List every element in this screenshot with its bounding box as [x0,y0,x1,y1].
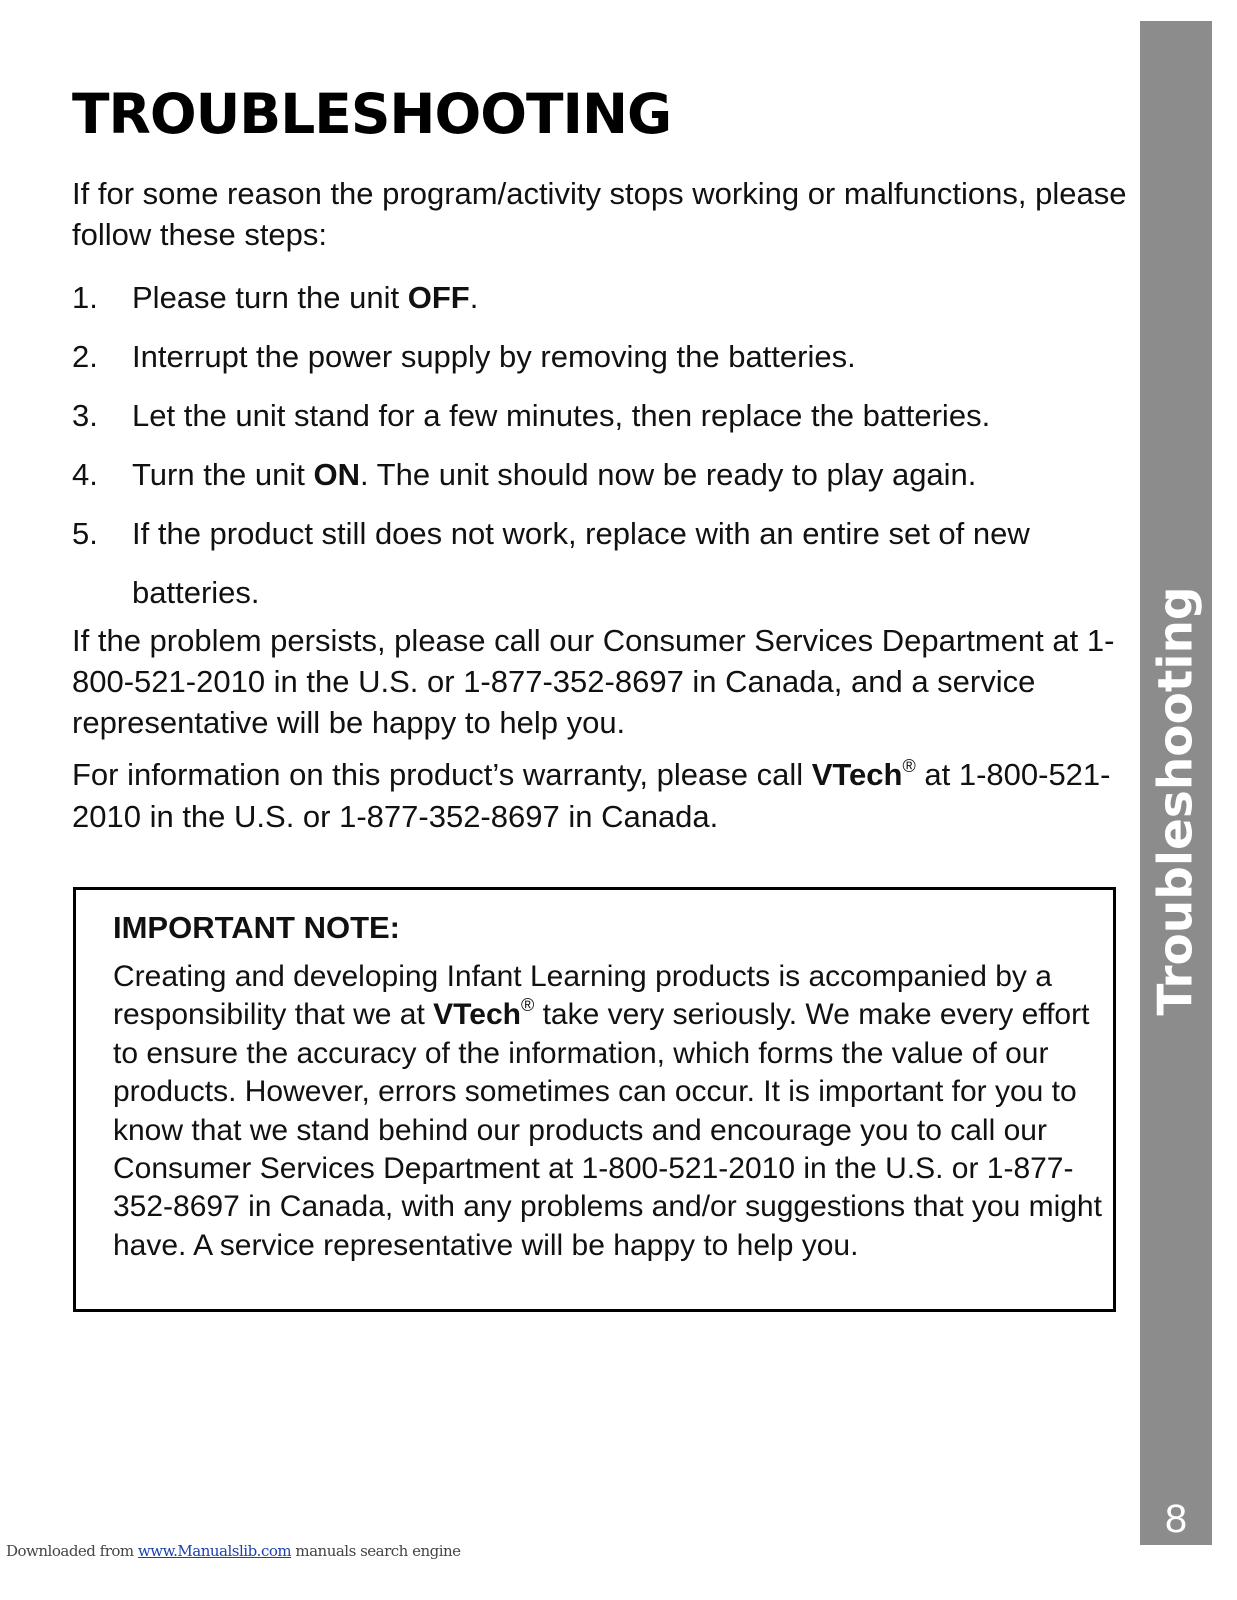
step-number: 2. [72,339,98,374]
step-text-part: . [469,280,479,315]
footer-text: Downloaded from [6,1542,138,1560]
step-text: Let the unit stand for a few minutes, then replace the batteries. [132,398,991,433]
brand-name: VTech [433,998,521,1032]
step-text [132,513,1132,613]
step-item [72,454,1132,513]
note-body [113,958,1103,1265]
step-text-part: Turn the unit [132,457,314,492]
step-number: 4. [72,457,98,492]
step-text-part: . The unit should now be ready to play again. [360,457,977,492]
registered-mark: ® [520,995,535,1016]
section-side-tab [1140,21,1212,1545]
step-text: Interrupt the power supply by removing the batteries. [132,339,856,374]
step-text-part: If the product still does not work, replace with an entire set of new [132,516,1030,551]
footer-text: manuals search engine [291,1542,461,1560]
step-text [132,277,1132,336]
registered-mark: ® [902,755,916,776]
intro-paragraph: If for some reason the program/activity stops working or malfunctions, please follow these steps: [72,176,1127,252]
manualslib-link[interactable]: www.Manualslib.com [137,1542,292,1560]
warranty-paragraph [72,754,1142,838]
step-item [72,395,1132,454]
step-number: 1. [72,280,98,315]
download-footer [6,1542,461,1560]
step-text [132,454,1132,513]
important-note-box [73,887,1116,1312]
note-text: Creating and developing Infant Learning products is accompanied by a responsibility that we at [113,960,1052,1032]
step-item [72,513,1132,613]
step-bold-word: OFF [407,280,470,315]
steps-list [72,277,1132,613]
note-title: IMPORTANT NOTE: [113,910,401,945]
note-text: take very seriously. We make every effort to ensure the accuracy of the information, which forms the value of our products. However, errors sometimes can occur. It is important for you to know that we stand behind our products and encourage you to call our Consumer Services Department at 1-800-521-2010 in the U.S. or 1-877-352-8697 in Canada, with any problems and/or suggestions that you might have. A service representative will be happy to help you. [113,998,1102,1262]
step-bold-word: ON [313,457,361,492]
warranty-text: For information on this product’s warranty, please call [72,757,812,792]
step-item [72,277,1132,336]
warranty-text: at 1-800-521-2010 in the U.S. or 1-877-352-8697 in Canada. [72,757,1111,834]
page-number: 8 [1164,1497,1188,1541]
step-number: 3. [72,398,98,433]
step-text-continuation: batteries. [132,575,260,610]
step-number: 5. [72,516,98,551]
step-text-part: Please turn the unit [132,280,408,315]
brand-name: VTech [811,757,903,792]
side-tab-label: Troubleshooting [1148,586,1204,1016]
step-item [72,336,1132,395]
support-paragraph: If the problem persists, please call our Consumer Services Department at 1-800-521-2010 in the U.S. or 1-877-352-8697 in Canada, and a service representative will be happy to help you. [72,623,1115,740]
page-title: TROUBLESHOOTING [72,82,672,146]
